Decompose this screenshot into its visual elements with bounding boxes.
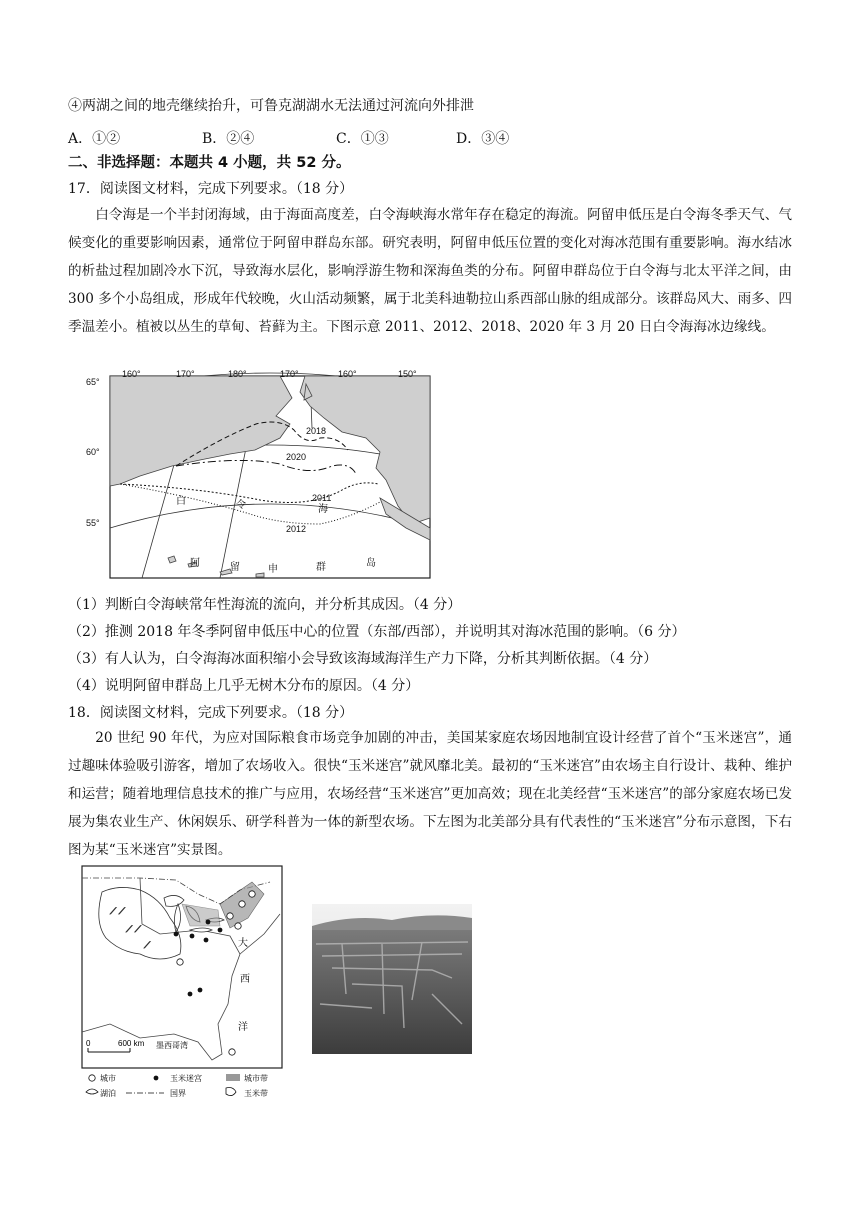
year-label-2020: 2020 bbox=[286, 452, 307, 462]
map-legend bbox=[86, 1073, 268, 1098]
svg-text:⟋: ⟋ bbox=[144, 940, 151, 950]
corn-maze-distribution-map bbox=[80, 864, 290, 1106]
place-char-3: 阿 bbox=[190, 558, 200, 569]
section-2-heading: 二、非选择题：本题共 4 小题，共 52 分。 bbox=[68, 155, 351, 171]
place-char-2: 海 bbox=[318, 504, 328, 515]
q18-material: 20 世纪 90 年代，为应对国际粮食市场竞争加剧的冲击，美国某家庭农场因地制宜设计经营了首个“玉米迷宫”，通过趣味体验吸引游客，增加了农场收入。很快“玉米迷宫”就风靡北美。最初的“玉米迷宫”由农场主自行设计、栽种、维护和运营；随着地理信息技术的推广与应用，农场经营“玉米迷宫”更加高效；现在北美经营“玉米迷宫”的部分家庭农场已发展为集农业生产、休闲娱乐、研学科普为一体的新型农场。下左图为北美部分具有代表性的“玉米迷宫”分布示意图，下右图为某“玉米迷宫”实景图。 bbox=[68, 730, 792, 858]
gulf-label: 墨西哥湾 bbox=[156, 1041, 188, 1050]
legend-lake: 湖泊 bbox=[100, 1089, 116, 1098]
legend-city: 城市 bbox=[100, 1074, 116, 1083]
ocean-char-2: 洋 bbox=[238, 1022, 248, 1033]
q16-option-a: A．①② bbox=[68, 131, 121, 147]
lat-label-0: 65° bbox=[86, 377, 100, 387]
scale-label: 600 km bbox=[118, 1039, 145, 1048]
year-label-2012: 2012 bbox=[286, 524, 307, 534]
lat-label-2: 55° bbox=[86, 518, 100, 528]
corn-maze-photo bbox=[312, 904, 472, 1054]
lat-label-1: 60° bbox=[86, 447, 100, 457]
lon-label-4: 160° bbox=[338, 369, 357, 379]
lon-label-3: 170° bbox=[280, 369, 299, 379]
lon-label-1: 170° bbox=[176, 369, 195, 379]
place-char-4: 留 bbox=[230, 562, 240, 573]
lon-label-2: 180° bbox=[228, 369, 247, 379]
legend-corn-belt: 玉米带 bbox=[244, 1089, 268, 1098]
lon-label-5: 150° bbox=[398, 369, 417, 379]
year-label-2018: 2018 bbox=[306, 426, 327, 436]
year-label-2011: 2011 bbox=[312, 493, 332, 503]
legend-city-belt: 城市带 bbox=[244, 1074, 268, 1083]
scale-zero: 0 bbox=[86, 1039, 91, 1048]
svg-text:⟋ ⟋: ⟋ ⟋ bbox=[110, 906, 126, 916]
legend-corn-maze: 玉米迷宫 bbox=[170, 1074, 202, 1083]
q17-subquestion-2: （2）推测 2018 年冬季阿留申低压中心的位置（东部/西部），并说明其对海冰范围的影响。（6 分） bbox=[68, 624, 686, 640]
q16-option-c: C．①③ bbox=[336, 131, 389, 147]
place-char-0: 白 bbox=[176, 496, 186, 507]
svg-text:⟋ ⟋: ⟋ ⟋ bbox=[126, 924, 142, 934]
q18-intro: 18．阅读图文材料，完成下列要求。（18 分） bbox=[68, 705, 354, 721]
lon-label-0: 160° bbox=[122, 369, 141, 379]
q17-material: 白令海是一个半封闭海域，由于海面高度差，白令海峡海水常年存在稳定的海流。阿留申低压是白令海冬季天气、气候变化的重要影响因素，通常位于阿留申群岛东部。研究表明，阿留申低压位置的变化对海冰范围有重要影响。海水结冰的析盐过程加剧冷水下沉，导致海水层化，影响浮游生物和深海鱼类的分布。阿留申群岛位于白令海与北太平洋之间，由 300 多个小岛组成，形成年代较晚，火山活动频繁，属于北美科迪勒拉山系西部山脉的组成部分。该群岛风大、雨多、四季温差小。植被以丛生的草甸、苔藓为主。下图示意 2011、2012、2018、2020 年 3 月 20 日白令海海冰边缘线。 bbox=[68, 207, 792, 335]
q16-statement-4: ④两湖之间的地壳继续抬升，可鲁克湖湖水无法通过河流向外排泄 bbox=[68, 98, 474, 114]
q17-subquestion-4: （4）说明阿留申群岛上几乎无树木分布的原因。（4 分） bbox=[68, 678, 420, 694]
q17-subquestion-1: （1）判断白令海峡常年性海流的流向，并分析其成因。（4 分） bbox=[68, 597, 462, 613]
place-char-7: 岛 bbox=[366, 558, 376, 569]
place-char-6: 群 bbox=[316, 562, 326, 573]
q17-intro: 17．阅读图文材料，完成下列要求。（18 分） bbox=[68, 181, 354, 197]
place-char-1: 令 bbox=[236, 500, 246, 511]
ocean-char-0: 大 bbox=[238, 938, 248, 949]
bering-sea-ice-map bbox=[80, 368, 436, 582]
legend-border: 国界 bbox=[170, 1089, 186, 1098]
q16-option-d: D．③④ bbox=[456, 131, 510, 147]
place-char-5: 申 bbox=[268, 564, 278, 575]
q16-option-b: B．②④ bbox=[202, 131, 255, 147]
ocean-char-1: 西 bbox=[240, 974, 250, 985]
q17-subquestion-3: （3）有人认为，白令海海冰面积缩小会导致该海域海洋生产力下降，分析其判断依据。（4 分） bbox=[68, 651, 658, 667]
